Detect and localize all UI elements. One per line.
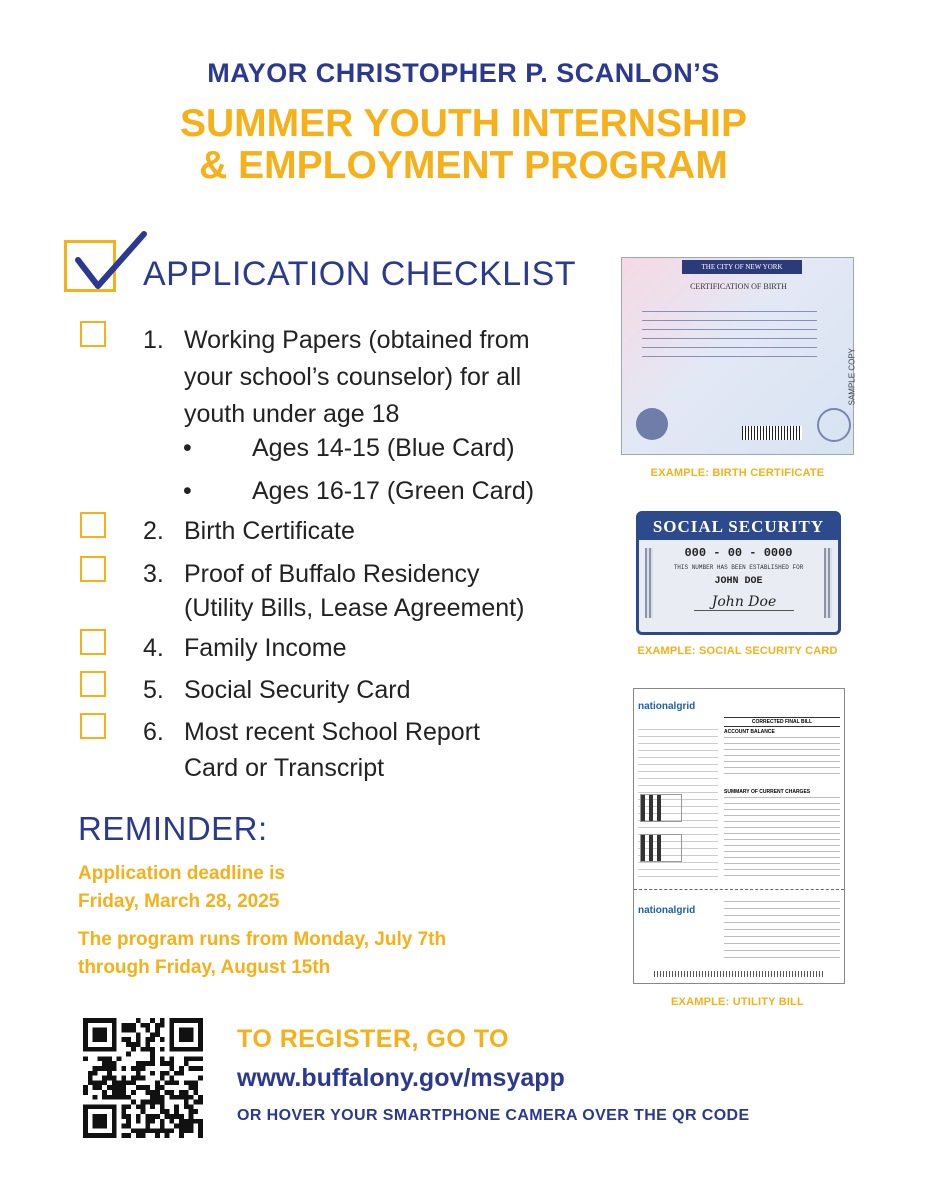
checklist-item-1: [0, 322, 600, 432]
program-title-line1: SUMMER YOUTH INTERNSHIP: [180, 102, 747, 145]
usage-chart-icon: [640, 834, 682, 862]
reminder-title: REMINDER:: [78, 810, 268, 847]
bullet: •: [183, 477, 192, 505]
item-number: 1.: [143, 326, 164, 354]
ssc-banner: SOCIAL SECURITY: [639, 514, 838, 540]
bill-corrected-banner: CORRECTED FINAL BILL: [724, 717, 840, 727]
utility-bill-image: [633, 688, 845, 984]
social-security-caption: EXAMPLE: SOCIAL SECURITY CARD: [637, 645, 838, 657]
bill-summary-heading: SUMMARY OF CURRENT CHARGES: [724, 789, 811, 795]
program-title-line2: & EMPLOYMENT PROGRAM: [199, 144, 728, 187]
item-number: 4.: [143, 634, 164, 662]
bill-scanline: [654, 971, 824, 977]
qr-code[interactable]: [83, 1018, 203, 1138]
utility-bill-caption: EXAMPLE: UTILITY BILL: [671, 996, 804, 1008]
bullet: •: [183, 434, 192, 462]
ssc-name: JOHN DOE: [714, 576, 763, 587]
item-number: 6.: [143, 718, 164, 746]
social-security-card-image: [636, 511, 841, 635]
item-text: Card or Transcript: [184, 754, 385, 782]
item-text: youth under age 18: [184, 400, 400, 428]
barcode-icon: [742, 426, 802, 440]
bill-balance-heading: ACCOUNT BALANCE: [724, 729, 775, 735]
cert-heading: CERTIFICATION OF BIRTH: [690, 282, 787, 291]
city-seal-icon: [636, 408, 668, 440]
ssc-signature: John Doe: [694, 594, 794, 611]
birth-certificate-caption: EXAMPLE: BIRTH CERTIFICATE: [650, 467, 825, 479]
checkbox-item-2[interactable]: [80, 512, 106, 538]
checklist-item-3: [0, 556, 600, 630]
bill-stub-lines: [724, 901, 840, 961]
bill-brand-stub: nationalgrid: [638, 905, 696, 916]
dates-line: The program runs from Monday, July 7th: [78, 929, 447, 950]
item-text: (Utility Bills, Lease Agreement): [184, 594, 525, 622]
register-heading: TO REGISTER, GO TO: [237, 1025, 510, 1053]
seal-icon: [817, 408, 851, 442]
bill-balance-lines: [724, 737, 840, 777]
checkbox-item-4[interactable]: [80, 629, 106, 655]
sample-copy-stamp: SAMPLE COPY: [847, 348, 856, 406]
item-number: 2.: [143, 517, 164, 545]
item-text: Most recent School Report: [184, 718, 480, 746]
column-icon: [645, 548, 653, 618]
item-text: Birth Certificate: [184, 517, 355, 545]
column-icon: [824, 548, 832, 618]
subitem-text: Ages 14-15 (Blue Card): [252, 434, 515, 462]
item-text: your school’s counselor) for all: [184, 363, 522, 391]
register-url-link[interactable]: www.buffalony.gov/msyapp: [237, 1064, 565, 1092]
cert-banner: THE CITY OF NEW YORK: [682, 260, 802, 274]
item-text: Family Income: [184, 634, 347, 662]
bill-brand: nationalgrid: [638, 701, 696, 712]
item-text: Social Security Card: [184, 676, 411, 704]
checkmark-icon: [70, 228, 150, 298]
checklist-item-6: [0, 714, 600, 788]
deadline-line: Application deadline is: [78, 863, 285, 884]
deadline-line: Friday, March 28, 2025: [78, 891, 280, 912]
tear-line: [634, 889, 844, 890]
item-number: 3.: [143, 560, 164, 588]
cert-lines: [642, 303, 817, 403]
deadline-text: [78, 860, 285, 916]
ssc-number: 000 - 00 - 0000: [684, 546, 793, 560]
birth-certificate-image: [621, 257, 854, 455]
item-text: Proof of Buffalo Residency: [184, 560, 480, 588]
qr-instructions: OR HOVER YOUR SMARTPHONE CAMERA OVER THE QR CODE: [237, 1107, 750, 1124]
dates-line: through Friday, August 15th: [78, 957, 331, 978]
ssc-established-line: THIS NUMBER HAS BEEN ESTABLISHED FOR: [673, 564, 804, 571]
item-text: Working Papers (obtained from: [184, 326, 530, 354]
program-title: [0, 103, 927, 187]
bill-summary-lines: [724, 797, 840, 879]
subitem-text: Ages 16-17 (Green Card): [252, 477, 535, 505]
checkbox-item-5[interactable]: [80, 671, 106, 697]
program-dates-text: [78, 926, 446, 982]
usage-chart-icon: [640, 794, 682, 822]
item-number: 5.: [143, 676, 164, 704]
header-mayor-line: MAYOR CHRISTOPHER P. SCANLON’S: [207, 58, 720, 88]
checklist-title: APPLICATION CHECKLIST: [143, 255, 577, 293]
